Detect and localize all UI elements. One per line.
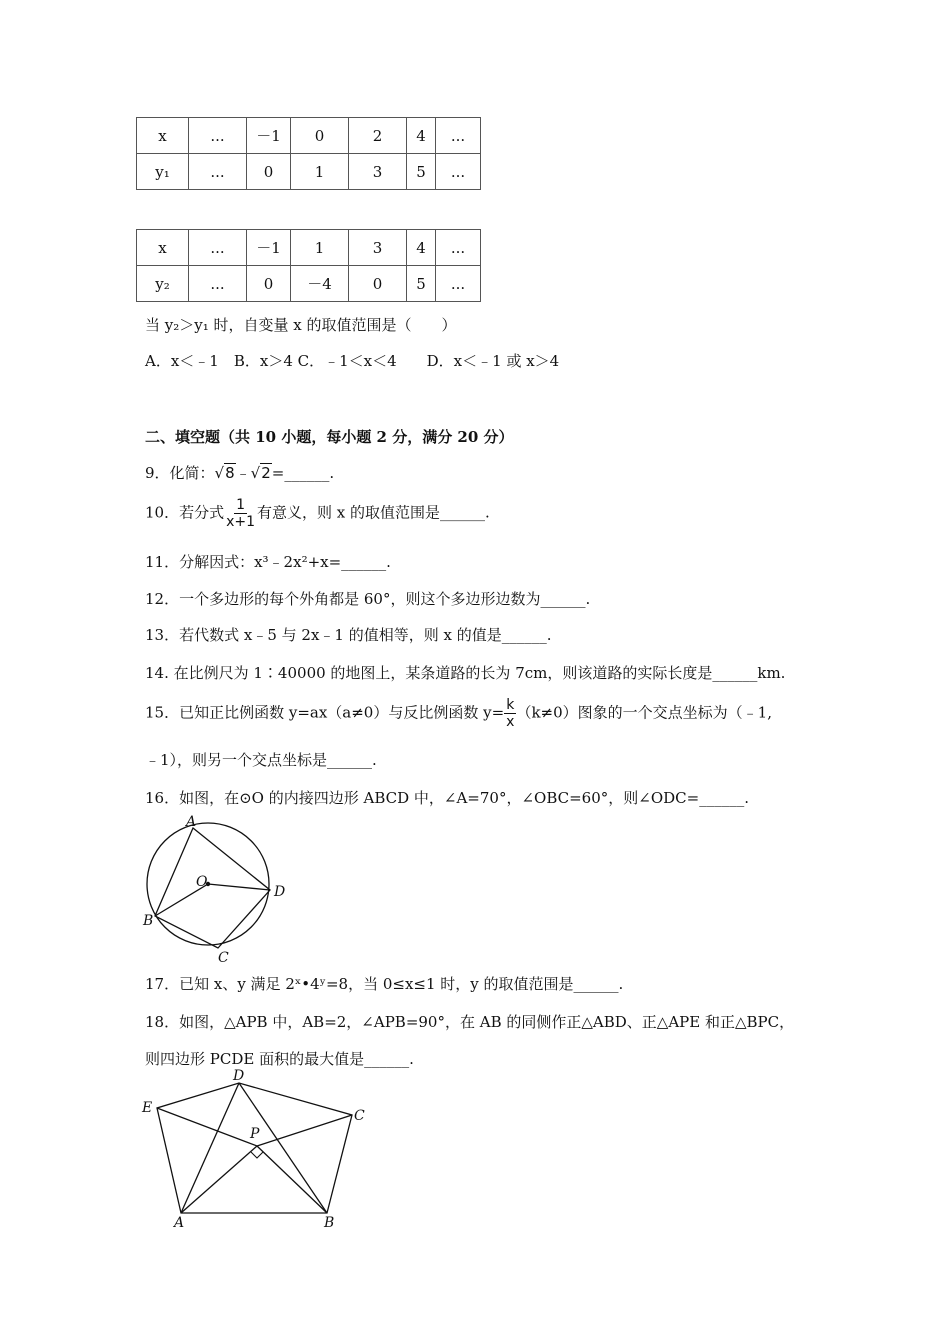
fraction-1-over-x-plus-1 xyxy=(224,497,257,530)
table-row xyxy=(137,154,481,190)
table-cell: ... xyxy=(189,118,247,154)
q18-line2: 则四边形 PCDE 面积的最大值是______. xyxy=(145,1050,414,1068)
table-cell: ... xyxy=(436,266,481,302)
table-cell: 3 xyxy=(349,154,407,190)
label-o: O xyxy=(196,874,208,890)
label-b: B xyxy=(143,913,154,929)
label-p: P xyxy=(250,1126,260,1142)
table-cell: 3 xyxy=(349,230,407,266)
q9 xyxy=(145,462,334,483)
table-row xyxy=(137,230,481,266)
table-cell: 1 xyxy=(291,154,349,190)
table-cell: ... xyxy=(189,154,247,190)
table-cell: 0 xyxy=(349,266,407,302)
label-b: B xyxy=(324,1215,335,1231)
q10-prefix: 10．若分式 xyxy=(145,503,225,522)
q9-minus: ﹣ xyxy=(235,464,251,482)
fraction-numerator: 1 xyxy=(236,497,246,513)
table-cell: 2 xyxy=(349,118,407,154)
segment-od xyxy=(208,884,270,890)
table-cell: 4 xyxy=(407,230,436,266)
table-cell: y₁ xyxy=(137,154,189,190)
fraction-denominator: x+1 xyxy=(226,514,256,530)
circle-quadrilateral-figure xyxy=(140,812,290,966)
q8-options: A．x＜﹣1 B．x＞4 C．﹣1＜x＜4 D．x＜﹣1 或 x＞4 xyxy=(145,352,560,370)
value-table-y2 xyxy=(136,229,481,302)
q15 xyxy=(145,697,772,730)
fraction-k-over-x xyxy=(504,697,516,730)
table-cell: 4 xyxy=(407,118,436,154)
table-cell: 0 xyxy=(247,266,291,302)
q16: 16．如图，在⊙O 的内接四边形 ABCD 中，∠A=70°，∠OBC=60°，则∠ODC=______. xyxy=(145,789,749,807)
label-d: D xyxy=(274,884,286,900)
radicand-2: 2 xyxy=(261,464,271,482)
right-angle-mark xyxy=(251,1152,263,1158)
table-cell: 1 xyxy=(291,230,349,266)
triangles-figure xyxy=(140,1068,380,1232)
table-cell: ... xyxy=(436,230,481,266)
label-d: D xyxy=(233,1068,245,1084)
value-table-y1 xyxy=(136,117,481,190)
q17: 17．已知 x、y 满足 2ˣ•4ʸ=8，当 0≤x≤1 时，y 的取值范围是______. xyxy=(145,975,624,993)
q9-suffix: =______. xyxy=(271,464,335,482)
table-cell: 0 xyxy=(247,154,291,190)
table-cell: 5 xyxy=(407,154,436,190)
table-row xyxy=(137,118,481,154)
table-cell: y₂ xyxy=(137,266,189,302)
segment-ep xyxy=(157,1108,257,1146)
table-cell: 5 xyxy=(407,266,436,302)
label-a: A xyxy=(186,814,197,830)
table-cell: ... xyxy=(189,230,247,266)
q15-suffix: （k≠0）图象的一个交点坐标为（﹣1, xyxy=(516,703,772,722)
q8-stem: 当 y₂＞y₁ 时，自变量 x 的取值范围是（ ） xyxy=(145,316,457,334)
table-cell: x xyxy=(137,230,189,266)
label-a: A xyxy=(174,1215,185,1231)
segment-ad xyxy=(181,1083,239,1213)
table-row xyxy=(137,266,481,302)
sqrt-8: √8 xyxy=(214,464,235,482)
fraction-denominator: x xyxy=(506,714,515,730)
sqrt-2: √2 xyxy=(250,464,271,482)
radicand-8: 8 xyxy=(225,464,235,482)
table-cell: ... xyxy=(436,154,481,190)
table-cell: 0 xyxy=(291,118,349,154)
q15-line2: ﹣1），则另一个交点坐标是______. xyxy=(145,751,377,769)
q14: 14. 在比例尺为 1∶40000 的地图上，某条道路的长为 7cm，则该道路的实际长度是______km. xyxy=(145,664,786,682)
segment-bd xyxy=(239,1083,327,1213)
table-cell: －4 xyxy=(291,266,349,302)
label-e: E xyxy=(142,1100,153,1116)
table-cell: ... xyxy=(189,266,247,302)
table-cell: x xyxy=(137,118,189,154)
table-cell: －1 xyxy=(247,230,291,266)
q11: 11．分解因式：x³﹣2x²+x=______. xyxy=(145,553,391,571)
label-c: C xyxy=(218,950,229,966)
section-title: 二、填空题（共 10 小题，每小题 2 分，满分 20 分） xyxy=(145,428,514,446)
segment-bp xyxy=(257,1146,327,1213)
q9-prefix: 9．化简： xyxy=(145,464,215,482)
q15-prefix: 15．已知正比例函数 y=ax（a≠0）与反比例函数 y= xyxy=(145,703,505,722)
q10 xyxy=(145,497,490,530)
q12: 12．一个多边形的每个外角都是 60°，则这个多边形边数为______. xyxy=(145,590,591,608)
table-cell: ... xyxy=(436,118,481,154)
q18-line1: 18．如图，△APB 中，AB=2，∠APB=90°，在 AB 的同侧作正△ABD、正△APE 和正△BPC， xyxy=(145,1013,795,1031)
q13: 13．若代数式 x﹣5 与 2x﹣1 的值相等，则 x 的值是______. xyxy=(145,626,552,644)
table-cell: －1 xyxy=(247,118,291,154)
fraction-numerator: k xyxy=(506,697,515,713)
q10-suffix: 有意义，则 x 的取值范围是______. xyxy=(257,503,490,522)
label-c: C xyxy=(354,1108,365,1124)
segment-ap xyxy=(181,1146,257,1213)
